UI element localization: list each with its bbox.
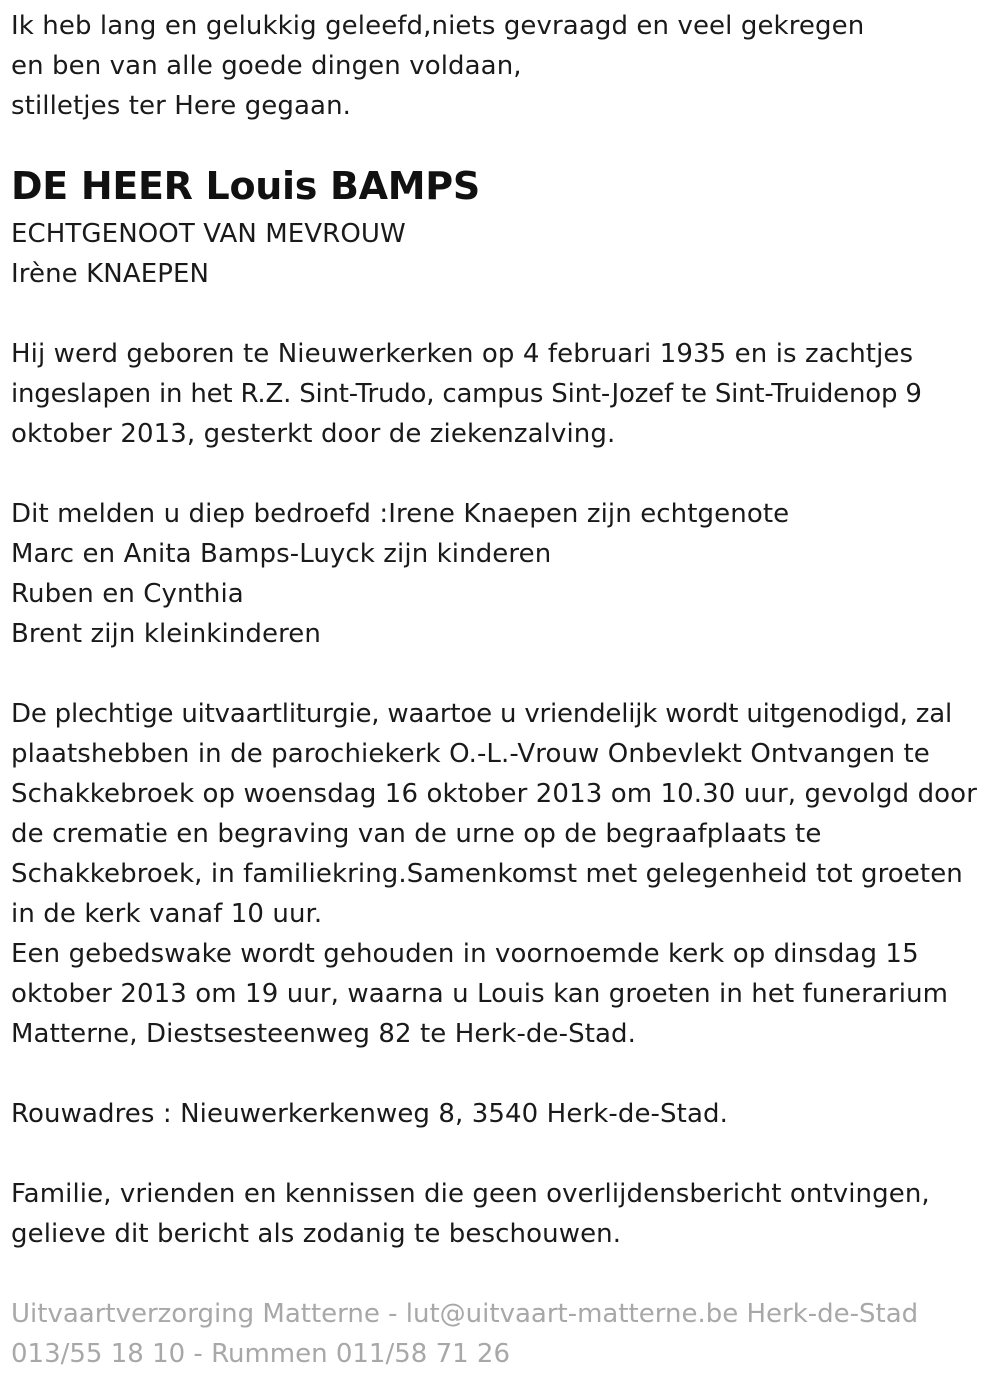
paragraph-line: Matterne, Diestsesteenweg 82 te Herk-de-Stad. (11, 1019, 637, 1049)
paragraph-line: Hij werd geboren te Nieuwerkerken op 4 februari 1935 en is zachtjes (11, 339, 914, 369)
paragraph-line: Ruben en Cynthia (11, 579, 244, 609)
mourning-address: Rouwadres : Nieuwerkerkenweg 8, 3540 Herk-de-Stad. (11, 1099, 728, 1129)
poem-line: stilletjes ter Here gegaan. (11, 91, 352, 121)
paragraph-line: Schakkebroek, in familiekring.Samenkomst met gelegenheid tot groeten (11, 859, 963, 889)
paragraph-line: Een gebedswake wordt gehouden in voornoemde kerk op dinsdag 15 (11, 939, 919, 969)
paragraph-line: Familie, vrienden en kennissen die geen overlijdensbericht ontvingen, (11, 1179, 930, 1209)
footer-line: Uitvaartverzorging Matterne - lut@uitvaart-matterne.be Herk-de-Stad (11, 1299, 919, 1329)
paragraph-line: de crematie en begraving van de urne op de begraafplaats te (11, 819, 822, 849)
deceased-block (11, 158, 480, 294)
paragraph-line: ingeslapen in het R.Z. Sint-Trudo, campus Sint-Jozef te Sint-Truidenop 9 (11, 379, 922, 409)
funeral-home-footer (11, 1294, 918, 1374)
notice-paragraph (11, 1174, 930, 1254)
poem-block (11, 6, 864, 126)
paragraph-line: Dit melden u diep bedroefd :Irene Knaepen zijn echtgenote (11, 499, 790, 529)
spouse-name: Irène KNAEPEN (11, 259, 210, 289)
paragraph-line: oktober 2013, gesterkt door de ziekenzalving. (11, 419, 616, 449)
poem-line: Ik heb lang en gelukkig geleefd,niets gevraagd en veel gekregen (11, 11, 865, 41)
birth-paragraph (11, 334, 922, 454)
paragraph-line: Marc en Anita Bamps-Luyck zijn kinderen (11, 539, 552, 569)
spouse-line: ECHTGENOOT VAN MEVROUW (11, 219, 406, 249)
paragraph-line: oktober 2013 om 19 uur, waarna u Louis kan groeten in het funerarium (11, 979, 949, 1009)
footer-line: 013/55 18 10 - Rummen 011/58 71 26 (11, 1339, 511, 1369)
paragraph-line: Brent zijn kleinkinderen (11, 619, 321, 649)
paragraph-line: plaatshebben in de parochiekerk O.-L.-Vrouw Onbevlekt Ontvangen te (11, 739, 930, 769)
address-paragraph (11, 1094, 728, 1134)
paragraph-line: in de kerk vanaf 10 uur. (11, 899, 323, 929)
deceased-name: DE HEER Louis BAMPS (11, 164, 480, 208)
poem-line: en ben van alle goede dingen voldaan, (11, 51, 522, 81)
paragraph-line: gelieve dit bericht als zodanig te beschouwen. (11, 1219, 622, 1249)
liturgy-paragraph (11, 694, 977, 1054)
family-paragraph (11, 494, 789, 654)
paragraph-line: Schakkebroek op woensdag 16 oktober 2013 om 10.30 uur, gevolgd door (11, 779, 977, 809)
paragraph-line: De plechtige uitvaartliturgie, waartoe u vriendelijk wordt uitgenodigd, zal (11, 699, 953, 729)
